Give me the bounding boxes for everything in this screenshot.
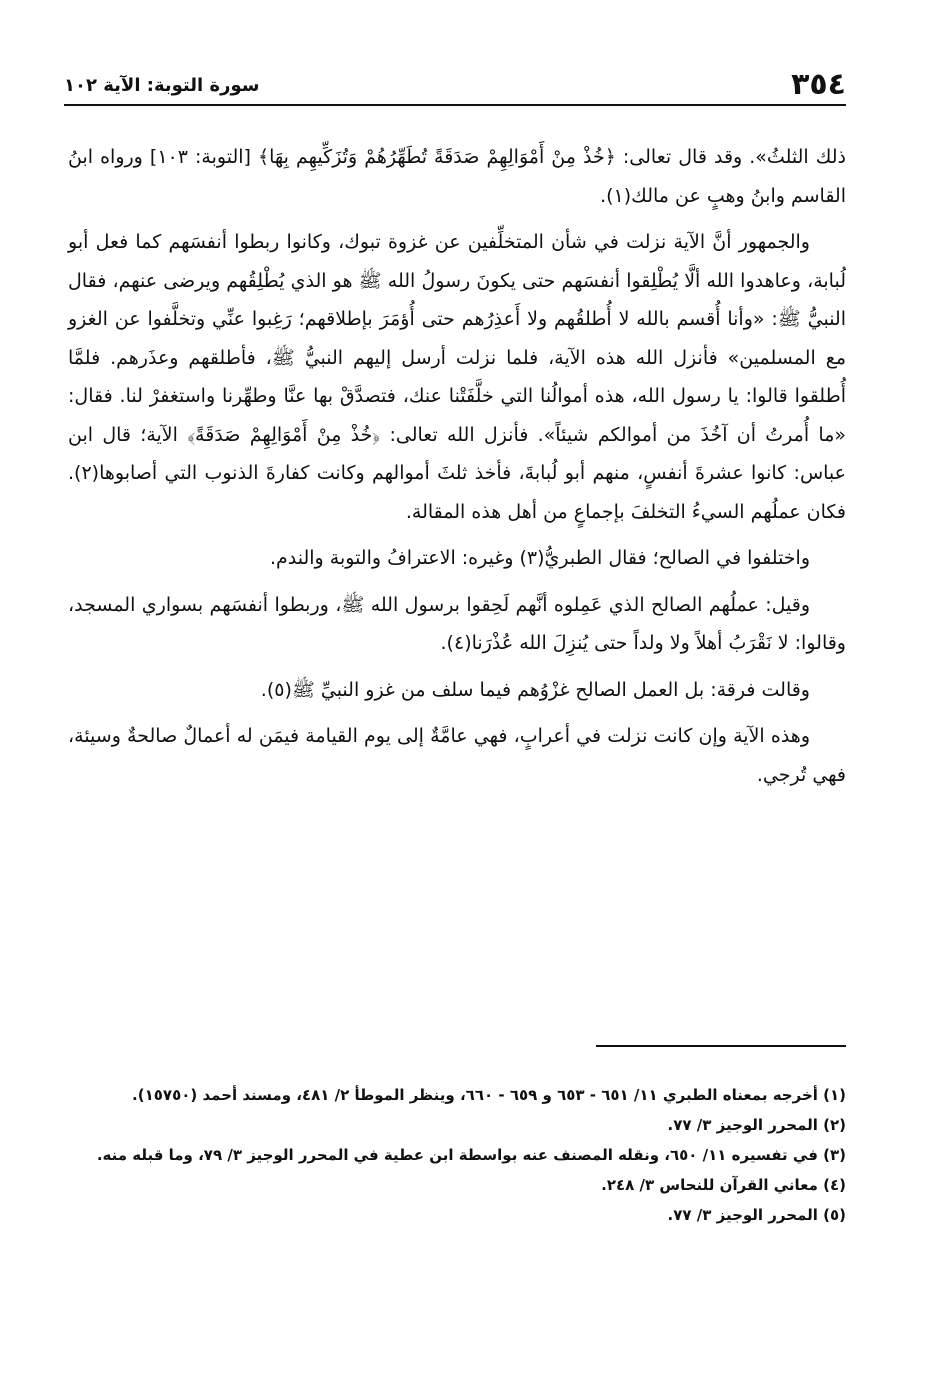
footnote: (١) أخرجه بمعناه الطبري ١١/ ٦٥١ - ٦٥٣ و ٦٥٩ - ٦٦٠، وينظر الموطأ ٢/ ٤٨١، ومسند أحمد (١٥٧٥٠). [132, 1086, 846, 1104]
paragraph: ذلك الثلثُ». وقد قال تعالى: ﴿خُذْ مِنْ أَمْوَالِهِمْ صَدَقَةً تُطَهِّرُهُمْ وَتُزَكِّيهِم بِهَا﴾ [التوبة: ١٠٣] ورواه ابنُ القاسم وابنُ وهبٍ عن مالك(١). [68, 146, 846, 207]
paragraph: وهذه الآية وإن كانت نزلت في أعرابٍ، فهي عامَّةٌ إلى يوم القيامة فيمَن له أعمالٌ صالحةٌ وسيئة، فهي تُرجي. [68, 725, 846, 786]
footnote-separator [596, 1045, 846, 1047]
paragraph: وقالت فرقة: بل العمل الصالح غزْوُهم فيما سلف من غزو النبيِّ ﷺ(٥). [260, 678, 810, 701]
paragraph: واختلفوا في الصالح؛ فقال الطبريُّ(٣) وغيره: الاعترافُ والتوبة والندم. [269, 547, 810, 569]
page-number: ٣٥٤ [791, 67, 846, 102]
footnote: (٥) المحرر الوجيز ٣/ ٧٧. [667, 1206, 846, 1224]
footnote: (٣) في تفسيره ١١/ ٦٥٠، ونقله المصنف عنه بواسطة ابن عطية في المحرر الوجيز ٣/ ٧٩، وما قبله منه. [96, 1146, 846, 1164]
footnote: (٤) معاني القرآن للنحاس ٣/ ٢٤٨. [601, 1176, 846, 1194]
main-text [68, 138, 846, 802]
footnotes [68, 1080, 846, 1230]
page-header [64, 60, 846, 106]
paragraph: وقيل: عملُهم الصالح الذي عَمِلوه أنَّهم لَحِقوا برسول الله ﷺ، وربطوا أنفسَهم بسواري المسجد، وقالوا: لا نَقْرَبُ أهلاً ولا ولداً حتى يُنزِلَ الله عُذْرَنا(٤). [68, 593, 846, 654]
paragraph: والجمهور أنَّ الآية نزلت في شأن المتخلِّفين عن غزوة تبوك، وكانوا ربطوا أنفسَهم كما فعل أبو لُبابة، وعاهدوا الله ألَّا يُطْلِقوا أنفسَهم حتى يكونَ رسولُ الله ﷺ هو الذي يُطْلِقُهم ويرضى عنهم، فقال النبيُّ ﷺ: «وأنا أُقسم بالله لا أُطلقُهم ولا أَعذِرُهم حتى أُؤمَرَ بإطلاقهم؛ رَغِبوا عنِّي وتخلَّفوا عن الغزو مع المسلمين» فأنزل الله هذه الآية، فلما نزلت أرسل إليهم النبيُّ ﷺ، فأطلقهم وعذَرهم. فلمَّا أُطلقوا قالوا: يا رسول الله، هذه أموالُنا التي خلَّفَتْنا عنك، فتصدَّقْ بها عنَّا وطهِّرنا واستغفرْ لنا. فقال: «ما أُمرتُ أن آخُذَ من أموالكم شيئاً». فأنزل الله تعالى: ﴿خُذْ مِنْ أَمْوَالِهِمْ صَدَقَةً﴾ الآية؛ قال ابن عباس: كانوا عشرةَ أنفسٍ، منهم أبو لُبابةَ، فأخذ ثلثَ أموالهم وكانت كفارةَ الذنوب التي أصابوها(٢). فكان عملُهم السيءُ التخلفَ بإجماعٍ من أهل هذه المقالة. [68, 231, 846, 523]
footnote: (٢) المحرر الوجيز ٣/ ٧٧. [667, 1116, 846, 1134]
running-head: سورة التوبة: الآية ١٠٢ [64, 75, 260, 96]
